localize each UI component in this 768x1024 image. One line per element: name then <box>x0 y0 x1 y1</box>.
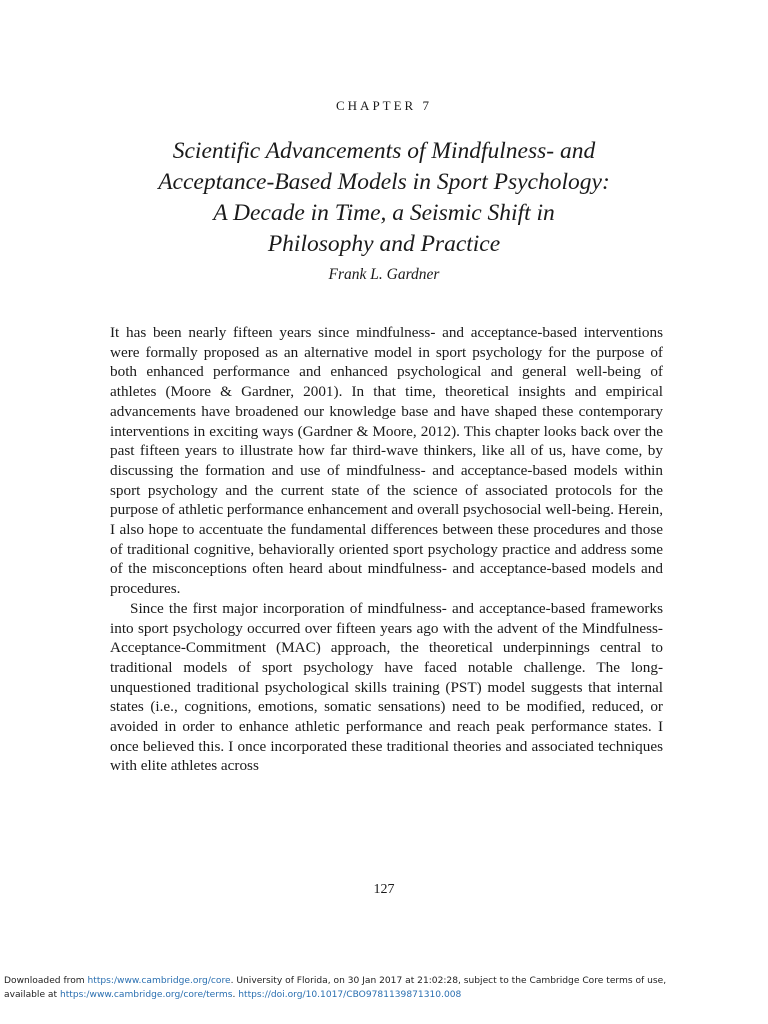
footer-available-prefix: available at <box>4 989 60 1000</box>
terms-link[interactable]: https:/www.cambridge.org/core/terms <box>59 989 233 1000</box>
footer-downloaded-prefix: Downloaded from <box>4 976 88 986</box>
paragraph: Since the first major incorporation of mindfulness- and acceptance-based frameworks into sport psychology occurred over fifteen years ago with the advent of the Mindfulness-Acceptance-Commitment (MAC) approach, the theoretical underpinnings central to traditional models of sport psychology have faced notable challenge. The long-unquestioned traditional psychological skills training (PST) model suggests that internal states (i.e., cognitions, emotions, somatic sensations) need to be modified, reduced, or avoided in order to enhance athletic performance and reach peak performance states. I once believed this. I once incorporated these traditional theories and associated techniques with elite athletes across <box>110 599 663 775</box>
download-footer <box>4 975 766 1002</box>
chapter-title-line: A Decade in Time, a Seismic Shift in <box>213 200 555 226</box>
chapter-title <box>110 136 658 260</box>
chapter-title-line: Scientific Advancements of Mindfulness- and <box>172 138 596 164</box>
body-text <box>110 323 663 776</box>
doi-link[interactable]: https://doi.org/10.1017/CBO9781139871310.008 <box>238 989 462 1000</box>
chapter-label: CHAPTER 7 <box>336 98 432 113</box>
cambridge-core-link[interactable]: https:/www.cambridge.org/core <box>87 976 231 986</box>
footer-middle-text: . University of Florida, on 30 Jan 2017 at 21:02:28, subject to the Cambridge Core terms of use, <box>230 976 667 986</box>
footer-separator: . <box>232 989 239 1000</box>
paragraph: It has been nearly fifteen years since mindfulness- and acceptance-based interventions were formally proposed as an alternative model in sport psychology for the purpose of both enhanced performance and enhanced psychological and general well-being of athletes (Moore & Gardner, 2001). In that time, theoretical insights and empirical advancements have broadened our knowledge base and have shaped these contemporary interventions in exciting ways (Gardner & Moore, 2012). This chapter looks back over the past fifteen years to illustrate how far third-wave thinkers, like all of us, have come, by discussing the formation and use of mindfulness- and acceptance-based models within sport psychology and the current state of the science of associated protocols for the purpose of athletic performance enhancement and overall psychosocial well-being. Herein, I also hope to accentuate the fundamental differences between these procedures and those of traditional cognitive, behaviorally oriented sport psychology practice and address some of the misconceptions often heard about mindfulness- and acceptance-based models and procedures. <box>110 324 663 598</box>
author-name: Frank L. Gardner <box>328 266 440 283</box>
chapter-title-line: Philosophy and Practice <box>267 231 501 257</box>
page-number: 127 <box>373 882 395 897</box>
chapter-title-line: Acceptance-Based Models in Sport Psychology: <box>158 169 610 195</box>
